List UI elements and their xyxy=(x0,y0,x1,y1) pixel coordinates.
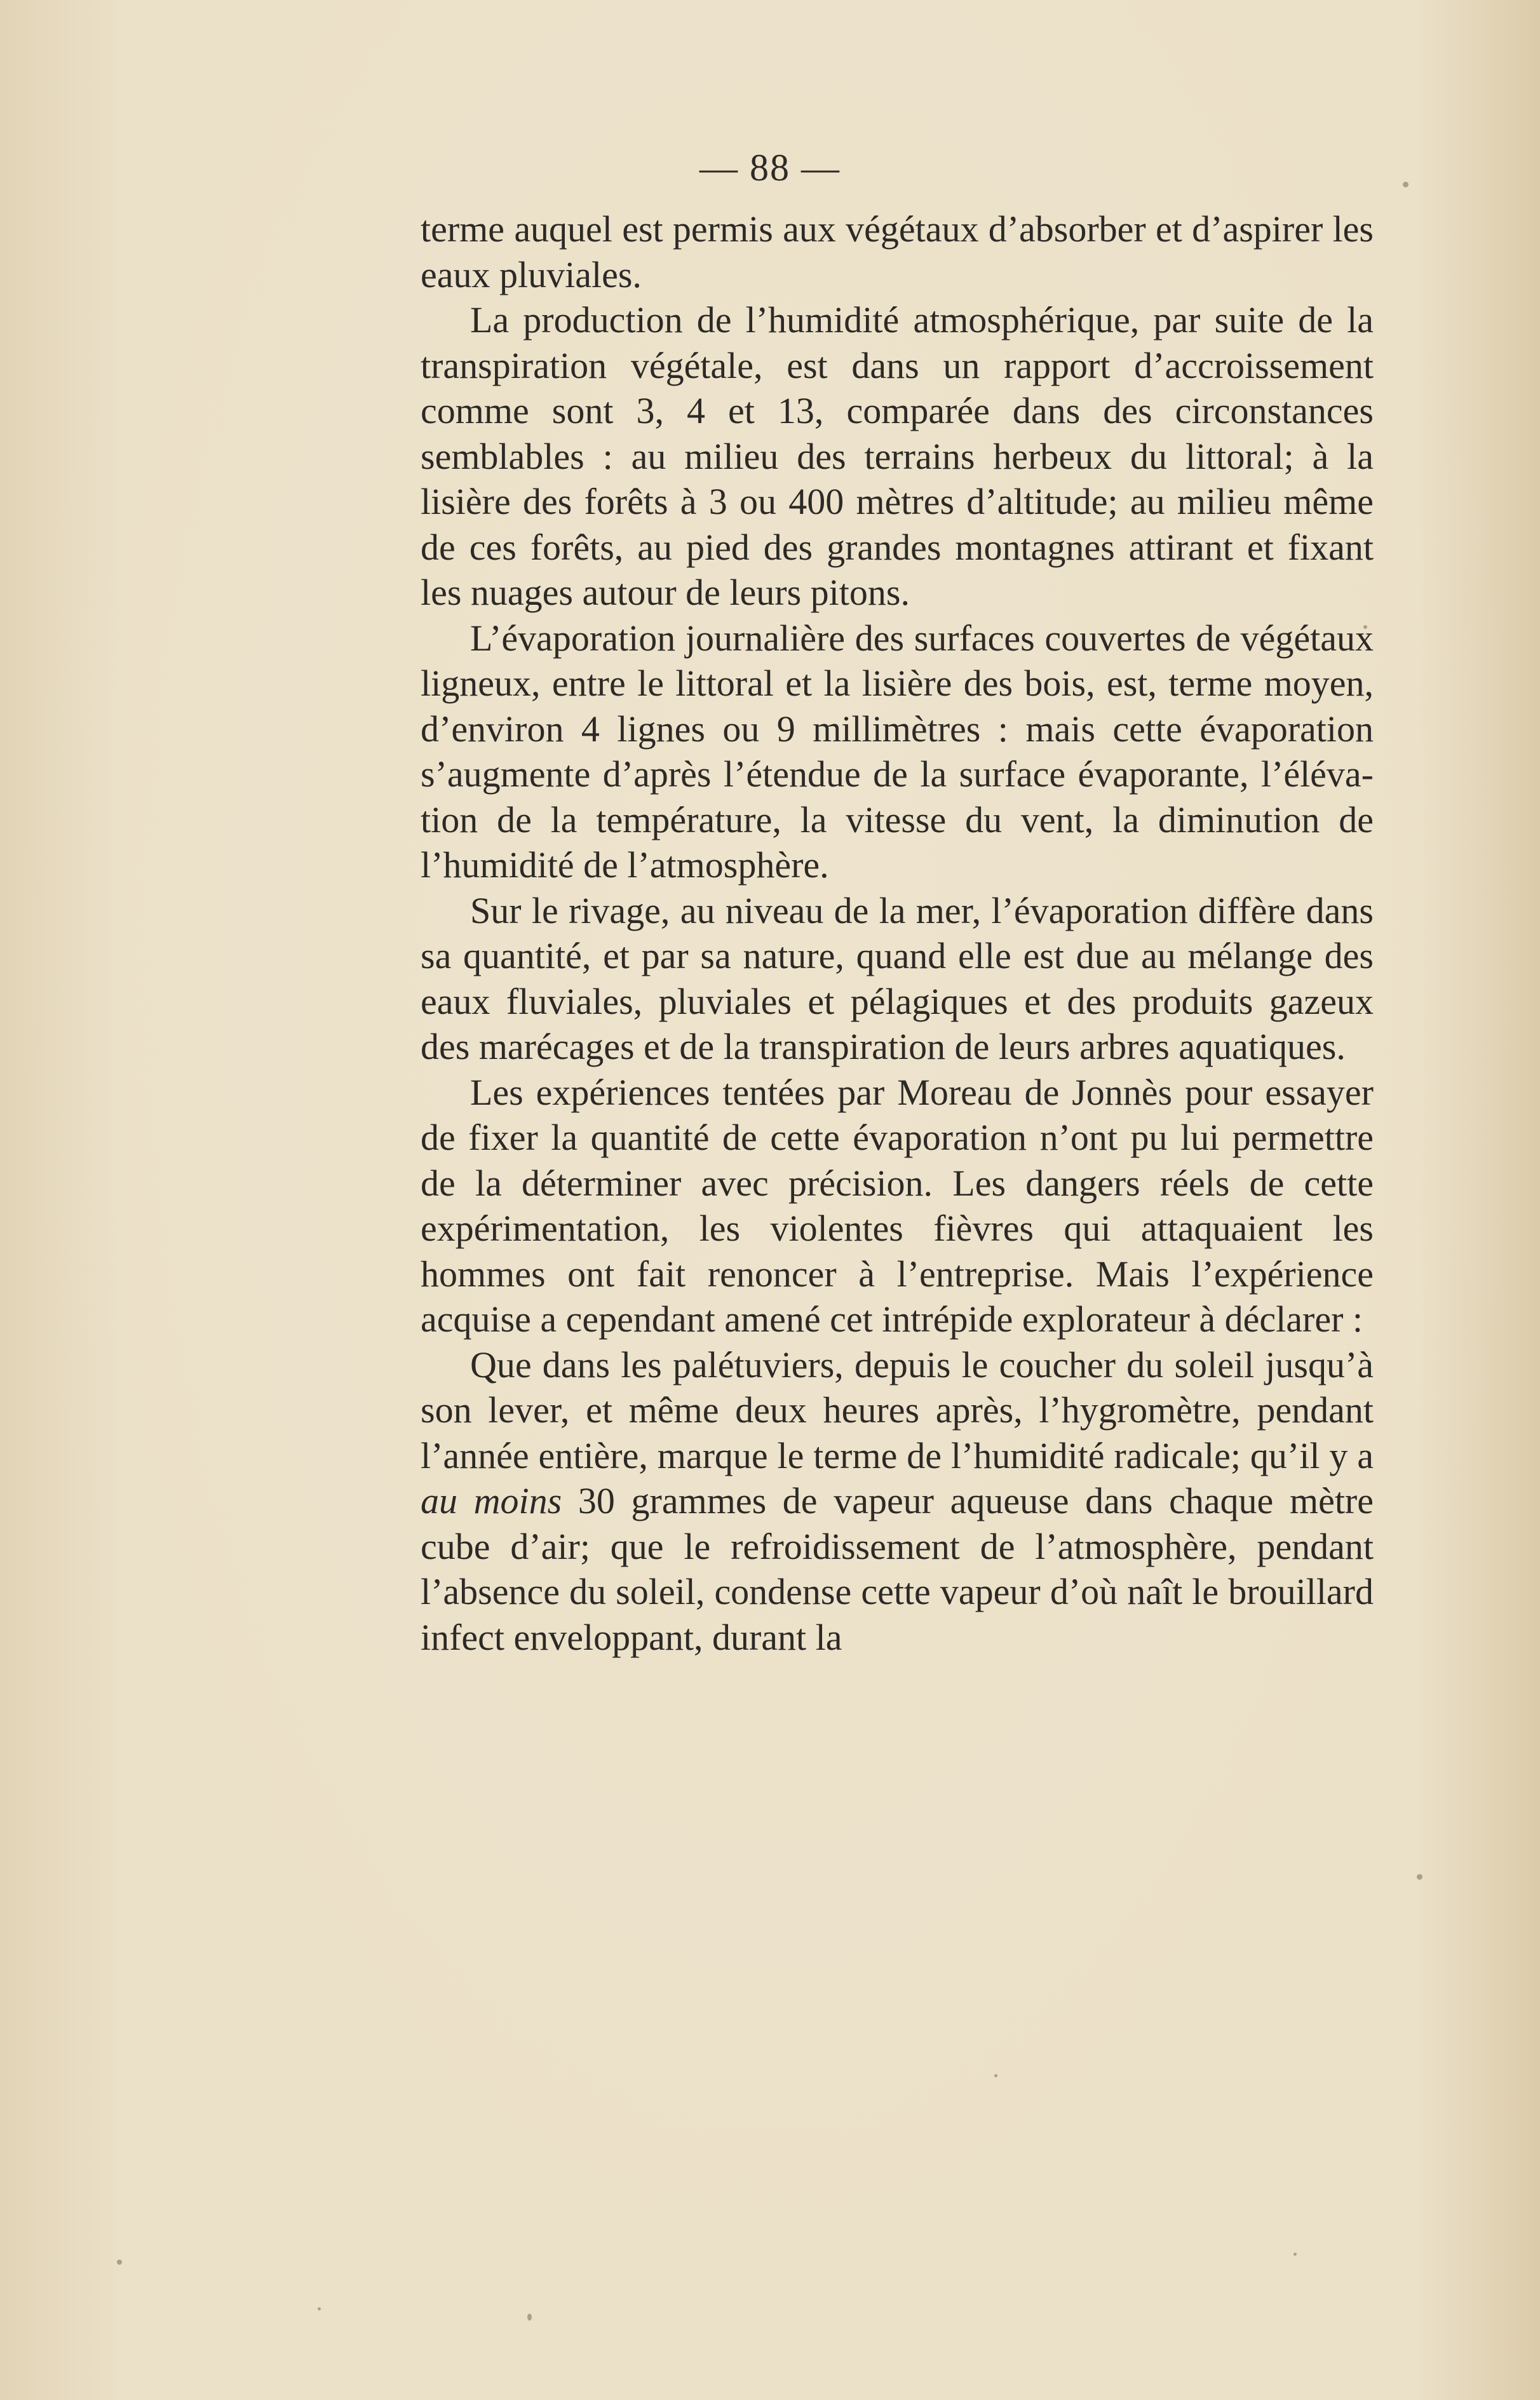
paper-speck xyxy=(1417,1874,1422,1880)
paper-speck xyxy=(318,2307,321,2310)
paper-speck xyxy=(117,2260,122,2265)
mangroves-italic: au moins xyxy=(421,1480,562,1521)
paragraph-experiments: Les expériences tentées par Moreau de Jonnès pour essayer de fixer la quantité de cette évaporation n’ont pu lui permettre de la déterminer avec précision. Les dangers réels de cette expérimentation, les violentes fièvres qui attaquaient les hommes ont fait renoncer à l’entreprise. Mais l’expérience acquise a cependant amené cet intrépide explorateur à déclarer : xyxy=(421,1071,1374,1340)
mangroves-text-end: 30 grammes de vapeur aqueuse dans chaque mètre cube d’air; que le refroidissement de l’atmosphère, pendant l’absence du soleil, condense cette vapeur d’où naît le brouillard infect enveloppant, durant la xyxy=(421,1480,1374,1658)
paper-speck xyxy=(994,2074,997,2077)
paragraph-atmospheric-humidity: La production de l’humidité atmosphérique, par suite de la transpiration végétale, est dans un rapport d’accroissement comme sont 3, 4 et 13, comparée dans des circonstances semblables : au milieu des terrains herbeux du littoral; à la lisière des forêts à 3 ou 400 mètres d’altitude; au milieu même de ces forêts, au pied des grandes montagnes attirant et fixant les nuages autour de leurs pitons. xyxy=(421,299,1374,613)
page-number: — 88 — xyxy=(699,147,841,189)
paper-speck xyxy=(1293,2253,1297,2256)
paragraph-mangroves xyxy=(421,1342,1374,1661)
body-text xyxy=(421,206,1374,1660)
mangroves-text-start: Que dans les palétuviers, depuis le coucher du soleil jusqu’à son lever, et même deux heures après, l’hygromètre, pendant l’année entière, marque le terme de l’humidité radicale; qu’il y a xyxy=(421,1344,1374,1476)
paragraph-daily-evaporation: L’évaporation journalière des surfaces couvertes de végétaux ligneux, entre le littoral et la lisière des bois, est, terme moyen, d’environ 4 lignes ou 9 millimètres : mais cette évaporation s’augmente d’après l’étendue de la surface évaporante, l’élévation de la température, la vitesse du vent, la diminution de l’humidité de l’atmosphère. xyxy=(421,617,1374,886)
paragraph-continued: terme auquel est permis aux végétaux d’absorber et d’aspirer les eaux pluviales. xyxy=(421,208,1374,295)
paper-speck xyxy=(527,2314,532,2321)
paragraph-shore-evaporation: Sur le rivage, au niveau de la mer, l’évaporation diffère dans sa quantité, et par sa nature, quand elle est due au mélange des eaux fluviales, pluviales et pélagiques et des produits gazeux des marécages et de la transpiration de leurs arbres aquatiques. xyxy=(421,889,1374,1067)
paper-speck xyxy=(1403,182,1408,187)
paper-speck xyxy=(1363,625,1367,629)
